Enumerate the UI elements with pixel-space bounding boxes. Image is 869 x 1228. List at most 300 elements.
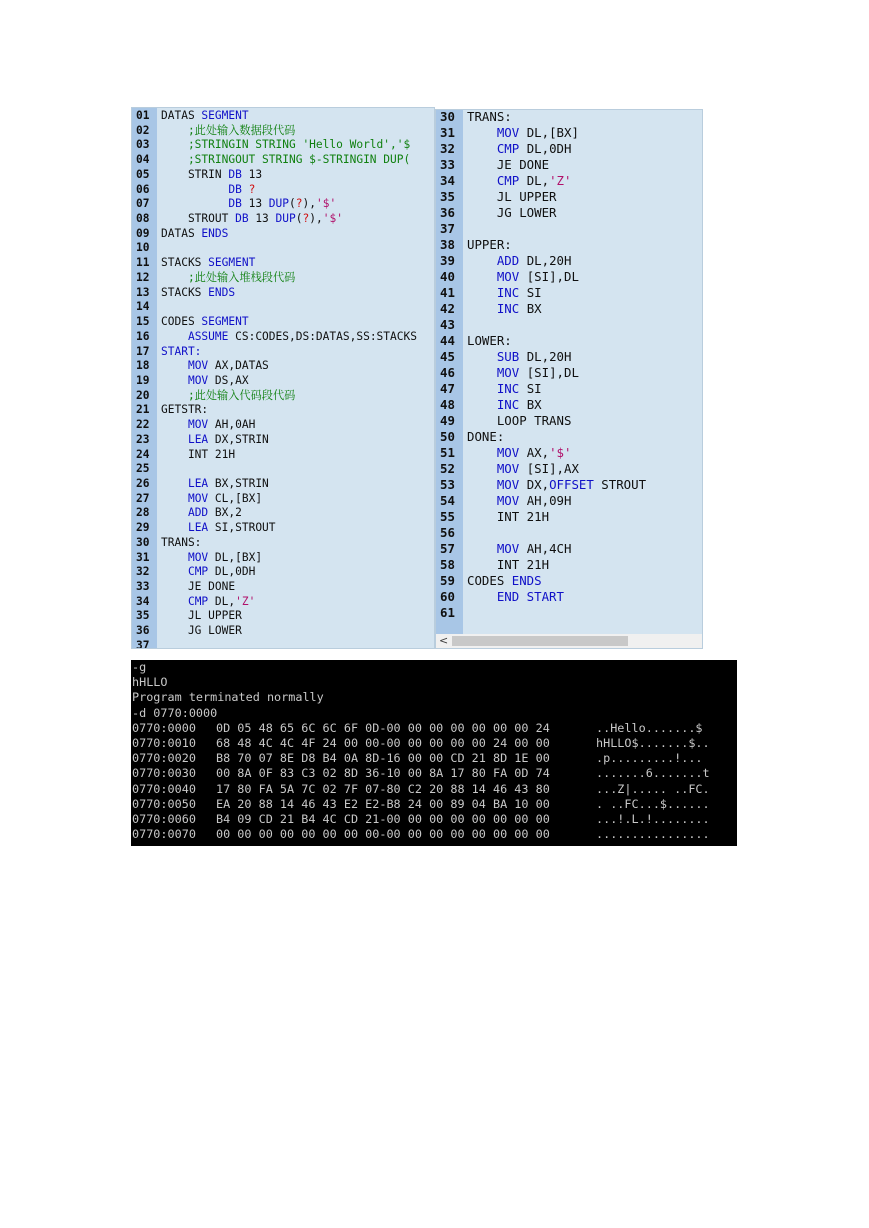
- code-token: ),: [309, 212, 323, 226]
- code-token: [467, 125, 497, 140]
- code-token: CODES: [467, 573, 512, 588]
- code-text: [157, 403, 208, 416]
- code-text: [463, 109, 512, 124]
- dump-addr: 0770:0070: [132, 827, 196, 842]
- dump-row: [131, 721, 737, 736]
- code-line: [436, 541, 702, 557]
- code-text: [463, 365, 579, 380]
- code-token: STACKS: [161, 285, 209, 299]
- code-literal: ?: [295, 197, 303, 211]
- code-token: DL,0DH: [519, 141, 572, 156]
- code-line: [436, 413, 702, 429]
- code-text: [157, 506, 242, 519]
- code-token: [161, 477, 188, 490]
- code-keyword: INC: [496, 381, 520, 396]
- dump-ascii: ..Hello.......$: [596, 720, 703, 735]
- line-number: 47: [440, 381, 455, 396]
- code-line: [132, 418, 434, 433]
- line-number: 21: [136, 403, 150, 417]
- code-text: [157, 609, 242, 622]
- code-line: [436, 493, 702, 509]
- code-token: DATAS: [161, 226, 202, 240]
- code-token: [467, 253, 497, 268]
- code-line: [132, 241, 434, 256]
- code-token: DONE:: [467, 429, 505, 444]
- line-number: 33: [136, 580, 150, 593]
- code-token: CS:CODES,DS:DATAS,SS:STACKS: [228, 329, 417, 343]
- code-keyword: MOV: [496, 477, 520, 492]
- line-number: 15: [136, 315, 150, 329]
- code-line: [132, 124, 434, 139]
- code-text: [157, 271, 295, 284]
- line-number: 61: [440, 605, 455, 620]
- line-number: 41: [440, 285, 455, 300]
- code-line: [132, 580, 434, 595]
- code-line: [436, 333, 702, 349]
- code-line: [132, 183, 434, 198]
- code-token: [467, 445, 497, 460]
- line-number: 32: [440, 141, 455, 156]
- code-token: [SI],DL: [519, 269, 579, 284]
- code-text: [157, 462, 161, 475]
- code-text: [157, 124, 295, 137]
- dump-hex: 17 80 FA 5A 7C 02 7F 07-80 C2 20 88 14 46 43 80: [216, 781, 550, 796]
- code-text: [157, 345, 201, 358]
- code-line: [132, 389, 434, 404]
- code-line: [436, 525, 702, 541]
- code-line: [132, 256, 434, 271]
- code-token: AH,09H: [519, 493, 572, 508]
- code-keyword: ADD: [496, 253, 520, 268]
- line-number: 19: [136, 373, 150, 387]
- code-line: [436, 141, 702, 157]
- line-number: 43: [440, 317, 455, 332]
- code-text: [463, 237, 512, 252]
- code-keyword: DB: [235, 212, 249, 226]
- code-keyword: LEA: [187, 432, 209, 446]
- line-number: 31: [440, 125, 455, 140]
- code-text: [463, 381, 542, 396]
- code-token: INT 21H: [467, 509, 550, 524]
- dump-row: [131, 751, 737, 766]
- code-text: [157, 448, 235, 461]
- line-number: 56: [440, 525, 455, 540]
- code-token: AH,0AH: [208, 418, 256, 432]
- code-comment: ;此处输入堆栈段代码: [161, 270, 296, 284]
- code-token: LOOP TRANS: [467, 413, 572, 428]
- line-number: 44: [440, 333, 455, 348]
- code-token: 13: [241, 197, 269, 211]
- code-token: TRANS:: [161, 535, 202, 549]
- code-text: [463, 301, 542, 316]
- code-keyword: CMP: [187, 594, 209, 608]
- code-text: [157, 492, 262, 505]
- code-text: [463, 445, 571, 460]
- line-number: 29: [136, 521, 150, 535]
- code-token: DX,STRIN: [208, 432, 269, 446]
- code-line: [436, 573, 702, 589]
- code-line: [132, 286, 434, 301]
- code-text: [157, 256, 255, 269]
- code-line: [436, 429, 702, 445]
- code-line: [436, 109, 702, 125]
- dump-row: [131, 766, 737, 781]
- dump-ascii: .......6.......t: [596, 766, 710, 781]
- code-text: [463, 557, 549, 572]
- dump-hex: EA 20 88 14 46 43 E2 E2-B8 24 00 89 04 BA 10 00: [216, 796, 550, 811]
- code-line: [436, 365, 702, 381]
- code-token: LOWER:: [467, 333, 512, 348]
- line-number: 11: [136, 256, 150, 270]
- code-token: [161, 551, 188, 564]
- code-text: [463, 525, 467, 540]
- code-token: [467, 365, 497, 380]
- code-line: [132, 477, 434, 492]
- code-text: [157, 551, 262, 564]
- line-number: 55: [440, 509, 455, 524]
- code-text: [463, 605, 467, 620]
- code-token: [161, 330, 188, 343]
- code-line: [132, 109, 434, 124]
- code-keyword: MOV: [496, 269, 520, 284]
- code-text: [157, 521, 276, 534]
- line-number: 59: [440, 573, 455, 588]
- code-keyword: CMP: [496, 141, 520, 156]
- code-token: CODES: [161, 315, 202, 329]
- code-token: [467, 285, 497, 300]
- line-number: 10: [136, 241, 150, 255]
- line-number: 09: [136, 226, 150, 240]
- code-token: STROUT: [593, 477, 647, 492]
- code-line: [436, 509, 702, 525]
- code-token: [SI],DL: [519, 365, 579, 380]
- code-keyword: DB: [228, 182, 242, 196]
- code-line: [436, 349, 702, 365]
- line-number: 14: [136, 300, 150, 314]
- code-literal: '$': [322, 212, 343, 226]
- line-number: 46: [440, 365, 455, 380]
- code-line: [436, 173, 702, 189]
- line-number: 38: [440, 237, 455, 252]
- code-literal: 'Z': [235, 594, 256, 608]
- code-literal: ?: [248, 182, 256, 196]
- code-text: [157, 286, 235, 299]
- line-number: 30: [440, 109, 455, 124]
- code-line: [132, 639, 434, 649]
- code-token: BX: [519, 301, 542, 316]
- code-token: JE DONE: [161, 580, 236, 593]
- code-text: [157, 183, 255, 196]
- code-token: GETSTR:: [161, 403, 209, 417]
- code-token: DL,0DH: [208, 565, 256, 579]
- code-text: [463, 157, 549, 172]
- code-text: [157, 227, 228, 240]
- code-text: [463, 205, 557, 220]
- dump-addr: 0770:0000: [132, 720, 196, 735]
- code-token: 13: [248, 212, 276, 226]
- code-line: [436, 589, 702, 605]
- code-line: [132, 506, 434, 521]
- code-editor-right[interactable]: [435, 109, 703, 649]
- line-number: 28: [136, 506, 150, 520]
- code-line: [132, 315, 434, 330]
- code-literal: 'Z': [549, 173, 572, 188]
- memory-dump: [131, 721, 737, 843]
- line-number: 54: [440, 493, 455, 508]
- code-token: [161, 374, 188, 387]
- code-line: [436, 605, 702, 621]
- code-line: [436, 461, 702, 477]
- code-keyword: INC: [496, 285, 520, 300]
- code-token: DL,[BX]: [519, 125, 579, 140]
- console-line: -g: [132, 660, 147, 674]
- code-token: AX,DATAS: [208, 359, 269, 373]
- code-line: [436, 269, 702, 285]
- code-token: [161, 418, 188, 431]
- dump-ascii: . ..FC...$......: [596, 796, 710, 811]
- code-text: [157, 315, 249, 328]
- code-token: [161, 595, 188, 608]
- code-keyword: MOV: [187, 359, 209, 373]
- code-keyword: END START: [496, 589, 564, 604]
- code-token: [SI],AX: [519, 461, 579, 476]
- line-number: 36: [136, 624, 150, 638]
- code-keyword: ENDS: [201, 226, 229, 240]
- line-number: 35: [136, 609, 150, 623]
- dump-addr: 0770:0020: [132, 751, 196, 766]
- code-text: [157, 138, 410, 151]
- code-line: [436, 397, 702, 413]
- dump-hex: B4 09 CD 21 B4 4C CD 21-00 00 00 00 00 00 00 00: [216, 811, 550, 826]
- code-token: CL,[BX]: [208, 491, 263, 505]
- code-line: [132, 138, 434, 153]
- code-text: [463, 589, 564, 604]
- code-keyword: MOV: [496, 445, 520, 460]
- line-number: 37: [136, 638, 150, 649]
- code-line: [132, 403, 434, 418]
- code-keyword: MOV: [187, 491, 209, 505]
- code-text: [157, 477, 269, 490]
- dump-hex: 0D 05 48 65 6C 6C 6F 0D-00 00 00 00 00 00 00 24: [216, 720, 550, 735]
- code-text: [157, 300, 161, 313]
- line-number: 34: [136, 594, 150, 608]
- code-keyword: SUB: [496, 349, 520, 364]
- code-text: [463, 477, 646, 492]
- code-token: [467, 381, 497, 396]
- code-text: [157, 330, 417, 343]
- code-text: [463, 269, 579, 284]
- code-text: [157, 418, 255, 431]
- code-comment: ;此处输入数据段代码: [161, 123, 296, 137]
- code-line: [436, 445, 702, 461]
- line-number: 26: [136, 476, 150, 490]
- code-literal: '$': [316, 197, 337, 211]
- code-token: DX,: [519, 477, 550, 492]
- code-token: JE DONE: [467, 157, 550, 172]
- code-text: [463, 125, 579, 140]
- console-line: Program terminated normally: [132, 690, 324, 705]
- code-line: [132, 433, 434, 448]
- line-number: 48: [440, 397, 455, 412]
- code-line: [132, 197, 434, 212]
- line-number: 40: [440, 269, 455, 284]
- code-text: [157, 109, 249, 122]
- code-line: [132, 565, 434, 580]
- dos-console[interactable]: [131, 660, 737, 846]
- line-number: 08: [136, 212, 150, 226]
- line-number: 33: [440, 157, 455, 172]
- code-token: DATAS: [161, 109, 202, 122]
- code-keyword: ENDS: [208, 285, 236, 299]
- dump-addr: 0770:0010: [132, 735, 196, 750]
- console-line: hHLLO: [132, 675, 168, 690]
- code-line: [132, 595, 434, 610]
- code-token: DL,: [519, 173, 550, 188]
- code-line: [436, 285, 702, 301]
- code-line: [132, 227, 434, 242]
- code-line: [132, 300, 434, 315]
- code-line: [436, 253, 702, 269]
- line-number: 13: [136, 285, 150, 299]
- dump-ascii: ................: [596, 827, 710, 842]
- code-token: SI: [519, 381, 542, 396]
- code-comment: ;STRINGIN STRING 'Hello World','$: [161, 138, 411, 152]
- dump-hex: 00 00 00 00 00 00 00 00-00 00 00 00 00 00 00 00: [216, 827, 550, 842]
- code-text: [157, 565, 255, 578]
- line-number: 04: [136, 153, 150, 167]
- code-keyword: ADD: [187, 506, 209, 520]
- code-token: [161, 197, 228, 210]
- code-token: INT 21H: [161, 447, 236, 461]
- line-number: 32: [136, 565, 150, 579]
- line-number: 06: [136, 182, 150, 196]
- code-text: [463, 221, 467, 236]
- code-line: [132, 153, 434, 168]
- code-text: [157, 212, 343, 225]
- code-line: [132, 168, 434, 183]
- code-editor-left[interactable]: [131, 107, 435, 649]
- dump-hex: 00 8A 0F 83 C3 02 8D 36-10 00 8A 17 80 FA 0D 74: [216, 766, 550, 781]
- code-line: [132, 374, 434, 389]
- dump-row: [131, 782, 737, 797]
- code-line: [132, 609, 434, 624]
- line-number: 42: [440, 301, 455, 316]
- dump-hex: 68 48 4C 4C 4F 24 00 00-00 00 00 00 00 24 00 00: [216, 735, 550, 750]
- code-token: [161, 359, 188, 372]
- line-number: 58: [440, 557, 455, 572]
- scrollbar-thumb[interactable]: [452, 636, 628, 646]
- code-text: [463, 541, 571, 556]
- code-keyword: ASSUME: [187, 329, 229, 343]
- code-token: [467, 493, 497, 508]
- dump-row: [131, 812, 737, 827]
- code-text: [463, 397, 542, 412]
- line-number: 39: [440, 253, 455, 268]
- horizontal-scrollbar[interactable]: [436, 634, 702, 648]
- line-number: 35: [440, 189, 455, 204]
- code-text: [463, 333, 512, 348]
- line-number: 45: [440, 349, 455, 364]
- code-text: [157, 359, 269, 372]
- code-text: [157, 639, 161, 649]
- code-token: [161, 492, 188, 505]
- line-number: 53: [440, 477, 455, 492]
- code-keyword: INC: [496, 397, 520, 412]
- code-token: UPPER:: [467, 237, 512, 252]
- dump-addr: 0770:0060: [132, 811, 196, 826]
- code-line: [132, 448, 434, 463]
- code-keyword: MOV: [496, 365, 520, 380]
- line-number: 20: [136, 388, 150, 402]
- code-text: [463, 413, 571, 428]
- code-token: [467, 589, 497, 604]
- line-number: 60: [440, 589, 455, 604]
- code-keyword: MOV: [496, 541, 520, 556]
- code-token: JG LOWER: [161, 624, 242, 638]
- line-number: 23: [136, 432, 150, 446]
- code-text: [157, 168, 262, 181]
- code-text: [463, 429, 504, 444]
- code-token: [467, 397, 497, 412]
- code-keyword: SEGMENT: [201, 109, 249, 122]
- code-text: [463, 253, 571, 268]
- code-token: BX: [519, 397, 542, 412]
- code-token: BX,STRIN: [208, 476, 269, 490]
- code-keyword: DUP: [268, 197, 290, 211]
- code-line: [436, 237, 702, 253]
- code-text: [157, 595, 255, 608]
- code-token: [161, 433, 188, 446]
- code-token: [467, 141, 497, 156]
- code-text: [463, 349, 571, 364]
- line-number: 51: [440, 445, 455, 460]
- code-line: [436, 205, 702, 221]
- code-line: [436, 317, 702, 333]
- scroll-left-icon[interactable]: <: [439, 634, 449, 647]
- code-token: (: [295, 212, 303, 226]
- code-line: [132, 462, 434, 477]
- line-number: 57: [440, 541, 455, 556]
- line-number: 17: [136, 344, 150, 358]
- code-keyword: INC: [496, 301, 520, 316]
- code-token: STACKS: [161, 256, 209, 270]
- code-token: STRIN: [161, 167, 229, 181]
- code-keyword: DUP: [275, 212, 296, 226]
- line-number: 50: [440, 429, 455, 444]
- code-comment: ;此处输入代码段代码: [161, 388, 296, 402]
- code-line: [436, 477, 702, 493]
- code-text: [157, 389, 295, 402]
- dump-ascii: hHLLO$.......$..: [596, 735, 710, 750]
- line-number: 37: [440, 221, 455, 236]
- code-line: [132, 359, 434, 374]
- code-text: [157, 580, 235, 593]
- line-number: 03: [136, 138, 150, 152]
- code-token: DL,20H: [519, 253, 572, 268]
- code-token: AH,4CH: [519, 541, 572, 556]
- code-keyword: CMP: [496, 173, 520, 188]
- code-token: STROUT: [161, 212, 236, 226]
- code-token: DL,[BX]: [208, 550, 263, 564]
- code-keyword: MOV: [187, 550, 209, 564]
- code-text: [157, 624, 242, 637]
- code-keyword: CMP: [187, 565, 209, 579]
- line-number: 16: [136, 329, 150, 343]
- code-token: BX,2: [208, 506, 242, 520]
- code-keyword: MOV: [496, 125, 520, 140]
- code-keyword: LEA: [187, 521, 209, 535]
- code-token: [242, 183, 249, 196]
